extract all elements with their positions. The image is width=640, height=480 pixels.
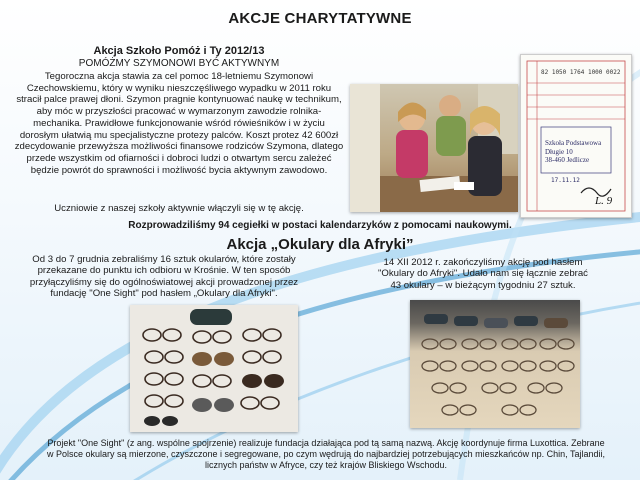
footer-one-sight-info: Projekt "One Sight" (z ang. wspólne spojrzenie) realizuje fundacja działająca pod tą samą nazwą. Akcję koordynuje firma Luxottica. Zebrane w Polsce okulary są mierzone, czyszczone i segregowane, po czym wędrują do najbardziej potrzebujących mieszkańców np. Chin, Tajlandii, licznych państw w Afryce, czy też krajów Bliskiego Wschodu. xyxy=(46,438,606,471)
payment-receipt-photo xyxy=(520,54,632,218)
children-photo xyxy=(350,84,518,212)
glasses-on-table-photo xyxy=(410,300,580,428)
action1-note: Uczniowie z naszej szkoły aktywnie włączyli się w tę akcję. xyxy=(54,203,304,214)
receipt-stamp-line2: Długie 10 xyxy=(545,147,573,156)
receipt-stamp-line1: Szkoła Podstawowa xyxy=(545,139,602,147)
action1-body: Tegoroczna akcja stawia za cel pomoc 18-letniemu Szymonowi Czechowskiemu, który w wyniku nieszczęśliwego wypadku w 2011 roku stracił palce prawej dłoni. Szymon pragnie kontynuować naukę w technikum, aby móc w przyszłości pracować w wymarzonym zawodzie rolnika-mechanika. Prawidłowe funkcjonowanie wśród rówieśników i w życiu dorosłym ułatwią mu specjalistyczne protezy palców. Koszt protez 42 600zł zdecydowanie przewyższa możliwości finansowe rodziców Szymona, dlatego przede wszystkim od ofiarności i dobroci ludzi o otwartym sercu zależeć będzie powrót do sprawności i możliwość bycia aktywnym zawodowo. xyxy=(14,71,344,176)
page-title: AKCJE CHARYTATYWNE xyxy=(228,10,412,27)
action1-subtitle: POMÓŻMY SZYMONOWI BYĆ AKTYWNYM xyxy=(78,58,280,69)
glasses-action-title: Akcja „Okulary dla Afryki” xyxy=(226,236,414,253)
receipt-account-number: 82 1050 1764 1000 0022 xyxy=(541,69,621,76)
collected-glasses-photo xyxy=(130,305,298,432)
action1-title: Akcja Szkoło Pomóż i Ty 2012/13 xyxy=(93,45,265,57)
receipt-date: 17.11.12 xyxy=(551,177,580,184)
receipt-stamp-line3: 38-460 Jedlicze xyxy=(545,156,590,164)
glasses-action-left-text: Od 3 do 7 grudnia zebraliśmy 16 sztuk okularów, które zostały przekazane do punktu ich odbioru w Krośnie. W ten sposób przyłączyliśmy się do ogólnoświatowej akcji prowadzonej przez fundację "One Sight" pod hasłem „Okulary dla Afryki". xyxy=(29,254,299,300)
receipt-amount: L. 9 xyxy=(595,195,613,207)
calendars-info: Rozprowadziliśmy 94 cegiełki w postaci kalendarzyków z pomocami naukowymi. xyxy=(128,220,512,231)
glasses-action-right-text: 14 XII 2012 r. zakończyliśmy akcję pod hasłem "Okulary do Afryki". Udało nam się łącznie zebrać 43 okulary – w bieżącym tygodniu 27 sztuk. xyxy=(378,257,588,291)
